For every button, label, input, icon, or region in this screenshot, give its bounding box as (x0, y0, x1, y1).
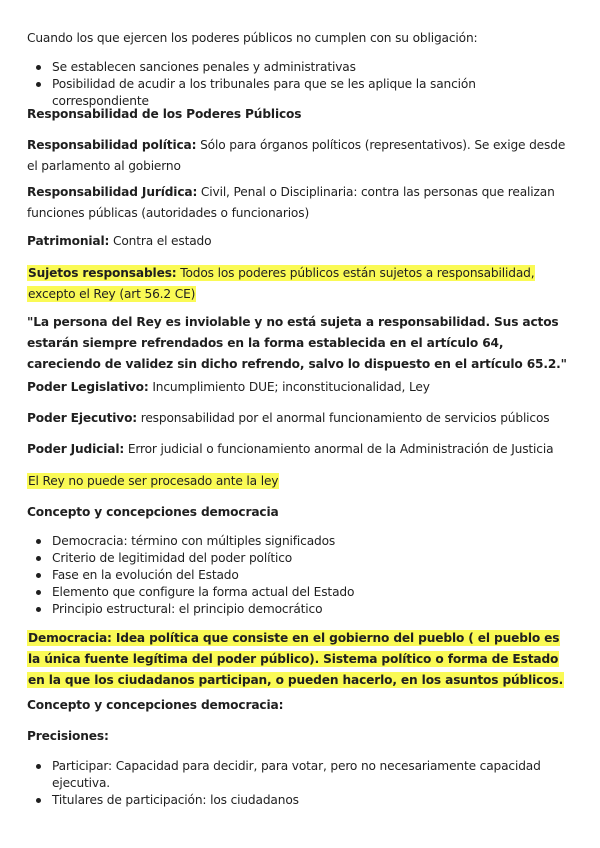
rey-note: El Rey no puede ser procesado ante la ley (28, 474, 279, 488)
list-item: Criterio de legitimidad del poder político (27, 550, 575, 567)
democracia-definition: Democracia: Idea política que consiste en el gobierno del pueblo ( el pueblo es la única fuente legítima del poder público). Sistema político o forma de Estado en la que los ciudadanos participan, o pueden hacerlo, en los asuntos públicos. (28, 631, 564, 687)
list-item: Fase en la evolución del Estado (27, 567, 575, 584)
intro-text: Cuando los que ejercen los poderes públicos no cumplen con su obligación: (27, 31, 478, 45)
term-label: Responsabilidad Jurídica: (27, 185, 198, 199)
poder-ejecutivo: Poder Ejecutivo: responsabilidad por el anormal funcionamiento de servicios públicos (27, 411, 550, 425)
term-label: Poder Judicial: (27, 442, 125, 456)
list-item: Democracia: término con múltiples significados (27, 533, 575, 550)
concepto-list (27, 533, 575, 618)
list-item: Participar: Capacidad para decidir, para votar, pero no necesariamente capacidad ejecutiva. (27, 758, 575, 792)
term-label: Poder Ejecutivo: (27, 411, 138, 425)
responsabilidad-politica: Responsabilidad política: Sólo para órganos políticos (representativos). Se exige desde el parlamento al gobierno (27, 138, 566, 173)
poder-judicial: Poder Judicial: Error judicial o funcionamiento anormal de la Administración de Justicia (27, 442, 554, 456)
list-item: Elemento que configure la forma actual del Estado (27, 584, 575, 601)
term-label: Poder Legislativo: (27, 380, 149, 394)
poder-legislativo: Poder Legislativo: Incumplimiento DUE; inconstitucionalidad, Ley (27, 380, 430, 394)
list-item: Principio estructural: el principio democrático (27, 601, 575, 618)
list-item: Se establecen sanciones penales y administrativas (27, 59, 575, 76)
list-item: Posibilidad de acudir a los tribunales para que se les aplique la sanción correspondiente (27, 76, 575, 110)
term-label: Patrimonial: (27, 234, 110, 248)
intro-list (27, 59, 575, 110)
section-heading: Concepto y concepciones democracia (27, 505, 279, 519)
section-heading: Precisiones: (27, 729, 109, 743)
section-heading: Concepto y concepciones democracia: (27, 698, 284, 712)
term-label: Sujetos responsables: (28, 266, 177, 280)
section-heading: Responsabilidad de los Poderes Públicos (27, 107, 302, 121)
term-label: Responsabilidad política: (27, 138, 197, 152)
quote-article: "La persona del Rey es inviolable y no está sujeta a responsabilidad. Sus actos estarán siempre refrendados en la forma establecida en el artículo 64, careciendo de validez sin dicho refrendo, salvo lo dispuesto en el artículo 65.2." (27, 315, 567, 371)
responsabilidad-patrimonial: Patrimonial: Contra el estado (27, 234, 212, 248)
precisiones-list (27, 758, 575, 809)
responsabilidad-juridica: Responsabilidad Jurídica: Civil, Penal o Disciplinaria: contra las personas que realizan funciones públicas (autoridades o funcionarios) (27, 185, 555, 220)
list-item: Titulares de participación: los ciudadanos (27, 792, 575, 809)
sujetos-responsables: Sujetos responsables: Todos los poderes públicos están sujetos a responsabilidad, excepto el Rey (art 56.2 CE) (28, 266, 535, 301)
